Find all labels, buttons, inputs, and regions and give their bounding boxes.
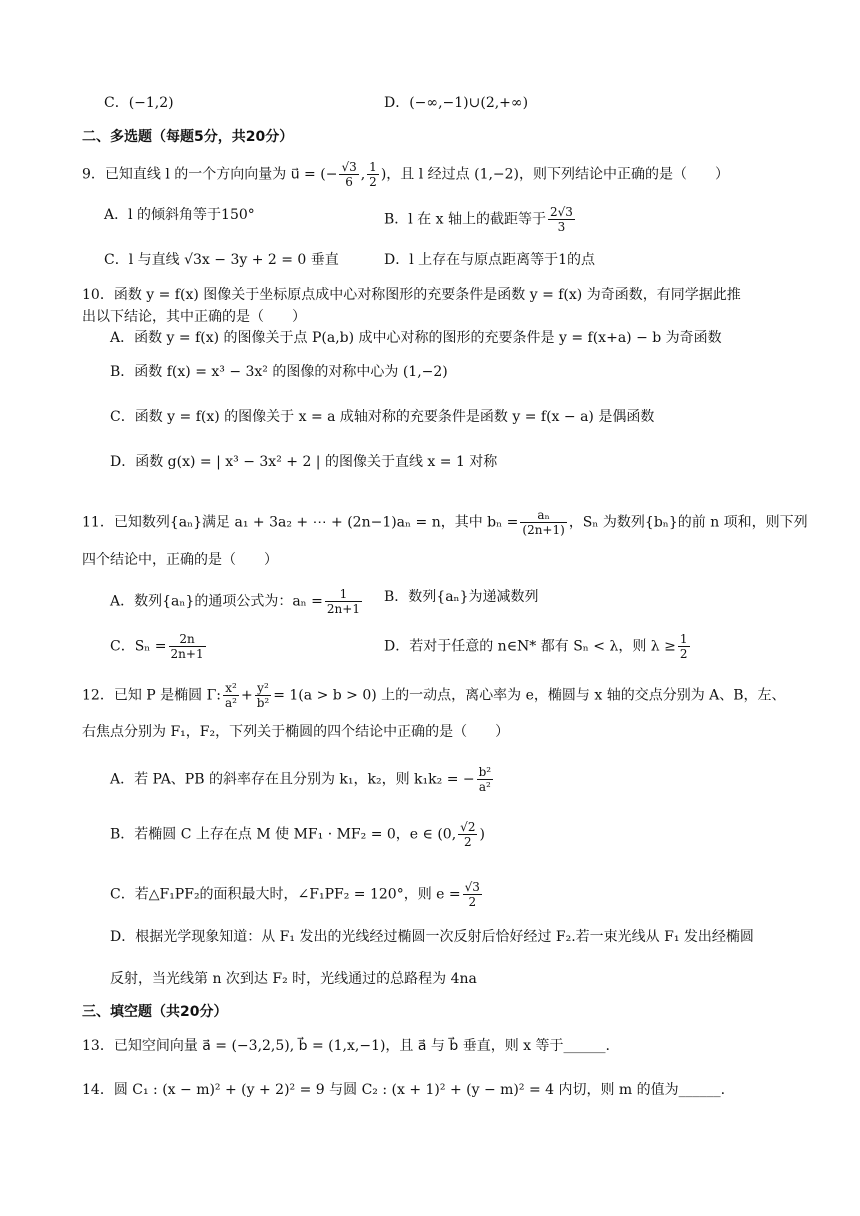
q13: 13．已知空间向量 a⃗ = (−3,2,5), b⃗ = (1,x,−1)，且 a⃗ 与 b⃗ 垂直，则 x 等于______.	[82, 1038, 610, 1054]
q11-d-frac: $\frac{1}{2}$	[679, 632, 688, 661]
q12-c-frac: $\frac{√3}{2}$	[464, 880, 480, 909]
q9-frac-sqrt3-over-6: $\frac{√3}{6}$	[341, 160, 357, 189]
q12-option-b: B．若椭圆 C 上存在点 M 使 MF₁ · MF₂ = 0，e ∈ (0, $\frac{√2}{2}$ )	[110, 820, 485, 849]
q12-option-a: A．若 PA、PB 的斜率存在且分别为 k₁，k₂，则 k₁k₂ = − $\frac{\text{b²}}{\text{a²}}$	[110, 765, 492, 794]
q12-stem: 12．已知 P 是椭圆 Γ: $\frac{\text{x²}}{\text{a²}}$ + $\frac{\text{y²}}{\text{b²}}$ = 1(a > b > 0) 上的一动点，离心率为 e，椭圆与 x 轴的交点分别为 A、B，左、	[82, 681, 786, 710]
q9-option-b: B．l 在 x 轴上的截距等于 $\frac{2√3}{3}$	[384, 205, 573, 234]
section-2-title: 二、多选题（每题5分，共20分）	[82, 129, 294, 145]
q11-option-a: A．数列{aₙ}的通项公式为：aₙ = $\frac{1}{2n+1}$	[110, 587, 360, 616]
q12-option-d-line1: D．根据光学现象知道：从 F₁ 发出的光线经过椭圆一次反射后恰好经过 F₂.若一束光线从 F₁ 发出经椭圆	[110, 929, 754, 945]
q9-option-c: C．l 与直线 √3x − 3y + 2 = 0 垂直	[104, 252, 339, 268]
q9-option-d: D．l 上存在与原点距离等于1的点	[384, 252, 596, 268]
q10-stem-line1: 10．函数 y = f(x) 图像关于坐标原点成中心对称图形的充要条件是函数 y = f(x) 为奇函数，有同学据此推	[82, 287, 741, 303]
q10-stem-line2: 出以下结论，其中正确的是（ ）	[82, 309, 306, 325]
q9-stem: 9．已知直线 l 的一个方向向量为 u⃗ = (− $\frac{√3}{6}$ , $\frac{1}{2}$ )，且 l 经过点 (1,−2)，则下列结论中正确的是（ ）	[82, 160, 730, 189]
q10-option-c: C．函数 y = f(x) 的图像关于 x = a 成轴对称的充要条件是函数 y = f(x − a) 是偶函数	[110, 409, 655, 425]
q11-option-c: C．Sₙ = $\frac{2n}{2n+1}$	[110, 632, 204, 661]
q11-stem-line2: 四个结论中，正确的是（ ）	[82, 552, 278, 568]
section-3-title: 三、填空题（共20分）	[82, 1004, 228, 1020]
q9-stem-b: )，且 l 经过点 (1,−2)，则下列结论中正确的是（ ）	[380, 166, 730, 183]
q12-stem-line2: 右焦点分别为 F₁，F₂，下列关于椭圆的四个结论中正确的是（ ）	[82, 724, 510, 740]
q11-b-frac: $\frac{\text{aₙ}}{(2n+1)}$	[522, 508, 565, 537]
q9-stem-a: 9．已知直线 l 的一个方向向量为 u⃗ = (−	[82, 166, 338, 183]
q8-option-c: C．(−1,2)	[104, 95, 174, 111]
q12-option-c: C．若△F₁PF₂的面积最大时，∠F₁PF₂ = 120°，则 e = $\frac{√3}{2}$	[110, 880, 480, 909]
q12-a-frac: $\frac{\text{b²}}{\text{a²}}$	[478, 765, 492, 794]
q11-option-d: D．若对于任意的 n∈N* 都有 Sₙ < λ，则 λ ≥ $\frac{1}{2}$	[384, 632, 688, 661]
q12-x2-over-a2: $\frac{\text{x²}}{\text{a²}}$	[225, 681, 237, 710]
q11-stem: 11．已知数列{aₙ}满足 a₁ + 3a₂ + ⋯ + (2n−1)aₙ = n，其中 bₙ = $\frac{\text{aₙ}}{(2n+1)}$ ，Sₙ 为数列{bₙ}的前 n 项和，则下列	[82, 508, 808, 537]
q11-option-b: B．数列{aₙ}为递减数列	[384, 589, 539, 605]
q8-option-d: D．(−∞,−1)∪(2,+∞)	[384, 95, 529, 111]
q10-option-d: D．函数 g(x) = | x³ − 3x² + 2 | 的图像关于直线 x = 1 对称	[110, 454, 498, 470]
q12-b-frac: $\frac{√2}{2}$	[460, 820, 476, 849]
q12-y2-over-b2: $\frac{\text{y²}}{\text{b²}}$	[256, 681, 270, 710]
q9-b-frac: $\frac{2√3}{3}$	[550, 205, 573, 234]
q9-option-a: A．l 的倾斜角等于150°	[104, 207, 255, 223]
q14: 14．圆 C₁ : (x − m)² + (y + 2)² = 9 与圆 C₂ : (x + 1)² + (y − m)² = 4 内切，则 m 的值为______.	[82, 1082, 726, 1098]
q12-option-d-line2: 反射，当光线第 n 次到达 F₂ 时，光线通过的总路程为 4na	[110, 971, 477, 987]
q10-option-b: B．函数 f(x) = x³ − 3x² 的图像的对称中心为 (1,−2)	[110, 364, 448, 380]
q10-option-a: A．函数 y = f(x) 的图像关于点 P(a,b) 成中心对称的图形的充要条件是 y = f(x+a) − b 为奇函数	[110, 330, 722, 346]
q9-frac-one-half: $\frac{1}{2}$	[369, 160, 377, 189]
q11-a-frac: $\frac{1}{2n+1}$	[326, 587, 360, 616]
q11-c-frac: $\frac{2n}{2n+1}$	[170, 632, 204, 661]
